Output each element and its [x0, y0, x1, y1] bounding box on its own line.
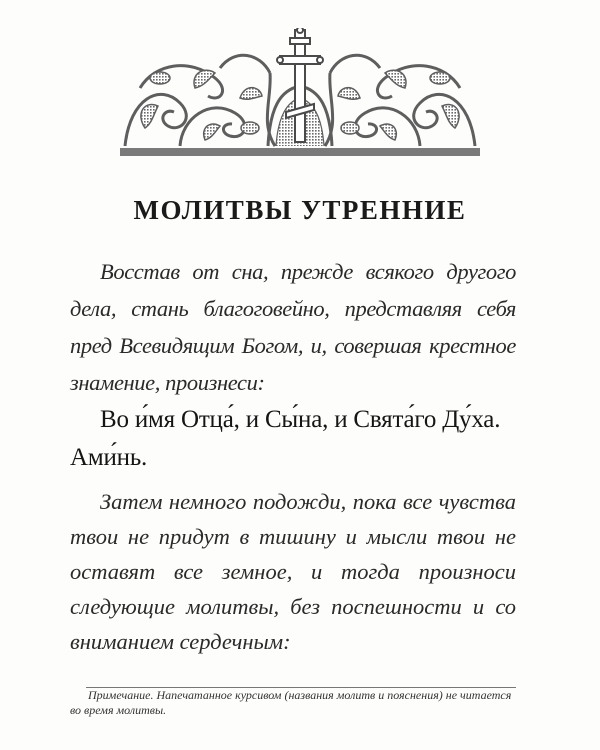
- ornament-left-leaves: [141, 70, 262, 140]
- instruction-paragraph: Затем немного подожди, пока все чувства твои не придут в тишину и мысли твои не оставят все земное, и тогда произноси следующие молитвы, без поспешности и со вниманием сердечным:: [70, 489, 516, 654]
- ornament-header-icon: [120, 28, 480, 158]
- ornament-base-band: [120, 148, 480, 156]
- intro-paragraph: Восстав от сна, прежде всякого другого дела, стань благоговейно, представляя себя пред Всевидящим Богом, и, совершая крестное знамение, произнеси:: [70, 259, 516, 395]
- page-title: МОЛИТВЫ УТРЕННИЕ: [133, 195, 467, 225]
- footnote: Примечание. Напечатанное курсивом (названия молитв и пояснения) не читается во время молитвы.: [70, 688, 512, 717]
- ornament-right-leaves: [338, 70, 459, 140]
- invocation-paragraph: Во и́мя Отца́, и Сы́на, и Свята́го Ду́ха. Ами́нь.: [70, 406, 501, 471]
